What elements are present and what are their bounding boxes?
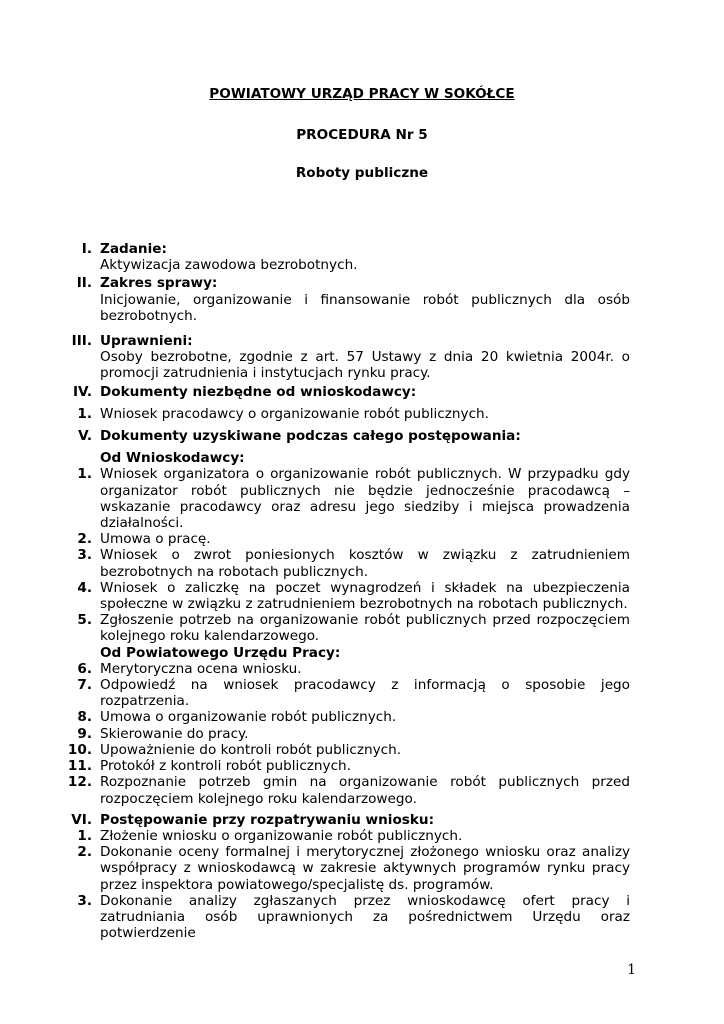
item-number: 8. xyxy=(77,709,92,726)
subgroup-title: Od Wnioskodawcy: xyxy=(100,450,245,467)
item-text: Wniosek o zwrot poniesionych kosztów w związku z zatrudnieniem bezrobotnych na robotach publicznych. xyxy=(100,547,630,580)
item-text: Upoważnienie do kontroli robót publicznych. xyxy=(100,741,402,758)
list-item xyxy=(0,893,724,942)
section-6 xyxy=(0,812,724,828)
item-number: 4. xyxy=(77,579,92,596)
list-item xyxy=(0,531,724,547)
item-text: Umowa o organizowanie robót publicznych. xyxy=(100,709,397,726)
item-number: 3. xyxy=(77,547,92,564)
list-item xyxy=(0,677,724,709)
section-number: VI. xyxy=(71,811,92,828)
item-number: 11. xyxy=(67,758,92,775)
list-item xyxy=(0,742,724,758)
item-number: 3. xyxy=(77,892,92,909)
section-title: Dokumenty uzyskiwane podczas całego postępowania: xyxy=(100,428,521,445)
office-heading: POWIATOWY URZĄD PRACY W SOKÓŁCE xyxy=(209,86,515,102)
procedure-heading: PROCEDURA Nr 5 xyxy=(296,127,428,143)
section-number: I. xyxy=(81,241,92,257)
document-body xyxy=(0,241,724,941)
subgroup-heading xyxy=(0,645,724,661)
item-number: 1. xyxy=(77,466,92,483)
section-text: Osoby bezrobotne, zgodnie z art. 57 Ustawy z dnia 20 kwietnia 2004r. o promocji zatrudnienia i instytucjach rynku pracy. xyxy=(100,349,630,382)
section-number: III. xyxy=(71,333,92,350)
item-text: Merytoryczna ocena wniosku. xyxy=(100,660,302,677)
item-text: Dokonanie oceny formalnej i merytorycznej złożonego wniosku oraz analizy współpracy z wnioskodawcą w zakresie aktywnych programów rynku pracy przez inspektora powiatowego/specjalistę ds. programów. xyxy=(100,844,630,893)
item-number: 7. xyxy=(77,677,92,694)
section-2 xyxy=(0,275,724,324)
item-text: Zgłoszenie potrzeb na organizowanie robót publicznych przed rozpoczęciem kolejnego roku kalendarzowego. xyxy=(100,612,630,645)
item-text: Złożenie wniosku o organizowanie robót publicznych. xyxy=(100,827,463,844)
page-number: 1 xyxy=(627,962,636,978)
list-item xyxy=(0,828,724,844)
list-item xyxy=(0,547,724,579)
list-item xyxy=(0,661,724,677)
item-number: 1. xyxy=(77,827,92,844)
subgroup-title: Od Powiatowego Urzędu Pracy: xyxy=(100,644,341,661)
list-item xyxy=(0,612,724,644)
item-number: 10. xyxy=(67,741,92,758)
list-item xyxy=(0,726,724,742)
item-text: Odpowiedź na wniosek pracodawcy z informacją o sposobie jego rozpatrzenia. xyxy=(100,677,630,710)
section-number: II. xyxy=(76,275,92,292)
item-text: Wniosek organizatora o organizowanie robót publicznych. W przypadku gdy organizator robót publicznych nie będzie jednocześnie pracodawcą – wskazanie pracodawcy oraz adresu jego siedziby i miejsca prowadzenia działalności. xyxy=(100,466,630,532)
list-item xyxy=(0,466,724,531)
section-title: Dokumenty niezbędne od wnioskodawcy: xyxy=(100,383,417,400)
item-number: 6. xyxy=(77,660,92,677)
list-item xyxy=(0,580,724,612)
section-3 xyxy=(0,333,724,382)
item-number: 12. xyxy=(67,774,92,791)
item-text: Rozpoznanie potrzeb gmin na organizowanie robót publicznych przed rozpoczęciem kolejnego roku kalendarzowego. xyxy=(100,774,630,807)
section-number: IV. xyxy=(73,383,92,400)
subgroup-heading xyxy=(0,450,724,466)
subject-heading: Roboty publiczne xyxy=(295,165,429,181)
item-text: Dokonanie analizy zgłaszanych przez wnioskodawcę ofert pracy i zatrudniania osób uprawnionych za pośrednictwem Urzędu oraz potwierdzenie xyxy=(100,892,630,942)
item-text: Wniosek pracodawcy o organizowanie robót publicznych. xyxy=(100,405,489,422)
list-item xyxy=(0,709,724,725)
item-number: 2. xyxy=(77,531,92,548)
section-4 xyxy=(0,384,724,400)
section-title: Zadanie: xyxy=(100,241,167,257)
section-number: V. xyxy=(78,428,92,445)
list-item xyxy=(0,758,724,774)
list-item xyxy=(0,406,724,422)
item-number: 9. xyxy=(77,725,92,742)
item-number: 1. xyxy=(77,405,92,422)
list-item xyxy=(0,844,724,893)
item-text: Wniosek o zaliczkę na poczet wynagrodzeń i składek na ubezpieczenia społeczne w związku z zatrudnieniem bezrobotnych na robotach publicznych. xyxy=(100,579,630,613)
section-title: Uprawnieni: xyxy=(100,333,193,350)
item-text: Skierowanie do pracy. xyxy=(100,725,249,742)
list-item xyxy=(0,774,724,806)
section-text: Inicjowanie, organizowanie i finansowanie robót publicznych dla osób bezrobotnych. xyxy=(100,291,630,324)
section-1 xyxy=(0,241,724,273)
section-text: Aktywizacja zawodowa bezrobotnych. xyxy=(100,257,358,274)
item-number: 2. xyxy=(77,844,92,861)
item-text: Protokół z kontroli robót publicznych. xyxy=(100,758,351,775)
item-number: 5. xyxy=(77,612,92,629)
section-title: Postępowanie przy rozpatrywaniu wniosku: xyxy=(100,811,435,828)
section-title: Zakres sprawy: xyxy=(100,275,218,292)
item-text: Umowa o pracę. xyxy=(100,531,211,548)
section-5 xyxy=(0,428,724,444)
